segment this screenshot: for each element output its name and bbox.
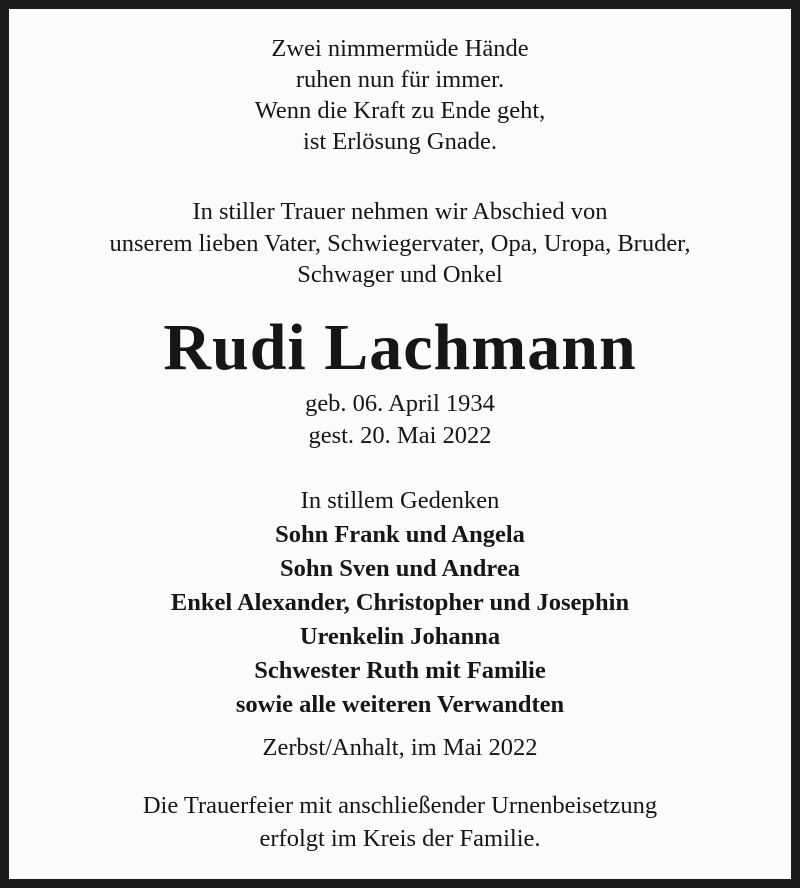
- birth-date: geb. 06. April 1934: [305, 390, 495, 417]
- deceased-name: Rudi Lachmann: [163, 311, 637, 384]
- mourner-entry: sowie alle weiteren Verwandten: [235, 691, 565, 718]
- poem-line: ist Erlösung Gnade.: [303, 128, 497, 155]
- life-dates: [9, 388, 791, 452]
- poem: [9, 33, 791, 157]
- poem-line: Zwei nimmermüde Hände: [271, 35, 529, 62]
- intro-line: unserem lieben Vater, Schwiegervater, Opa, Uropa, Bruder,: [109, 229, 691, 257]
- intro-line: Schwager und Onkel: [297, 261, 503, 288]
- intro-line: In stiller Trauer nehmen wir Abschied von: [192, 198, 608, 225]
- mourner-entry: Enkel Alexander, Christopher und Josephin: [170, 589, 630, 616]
- place-date-line: Zerbst/Anhalt, im Mai 2022: [262, 734, 538, 761]
- mourner-entry: Sohn Frank und Angela: [275, 521, 525, 548]
- ceremony-info: [9, 789, 791, 855]
- poem-line: ruhen nun für immer.: [295, 66, 505, 93]
- mourners-heading: In stillem Gedenken: [300, 487, 500, 514]
- death-date: gest. 20. Mai 2022: [308, 422, 492, 449]
- mourner-entry: Schwester Ruth mit Familie: [254, 657, 546, 684]
- place-date: [9, 732, 791, 763]
- ceremony-line: Die Trauerfeier mit anschließender Urnenbeisetzung: [142, 792, 658, 819]
- poem-line: Wenn die Kraft zu Ende geht,: [254, 97, 546, 124]
- mourner-entry: Sohn Sven und Andrea: [280, 555, 520, 582]
- mourner-entry: Urenkelin Johanna: [299, 623, 501, 650]
- intro-text: [9, 196, 791, 291]
- ceremony-line: erfolgt im Kreis der Familie.: [259, 825, 541, 852]
- mourners: [9, 483, 791, 722]
